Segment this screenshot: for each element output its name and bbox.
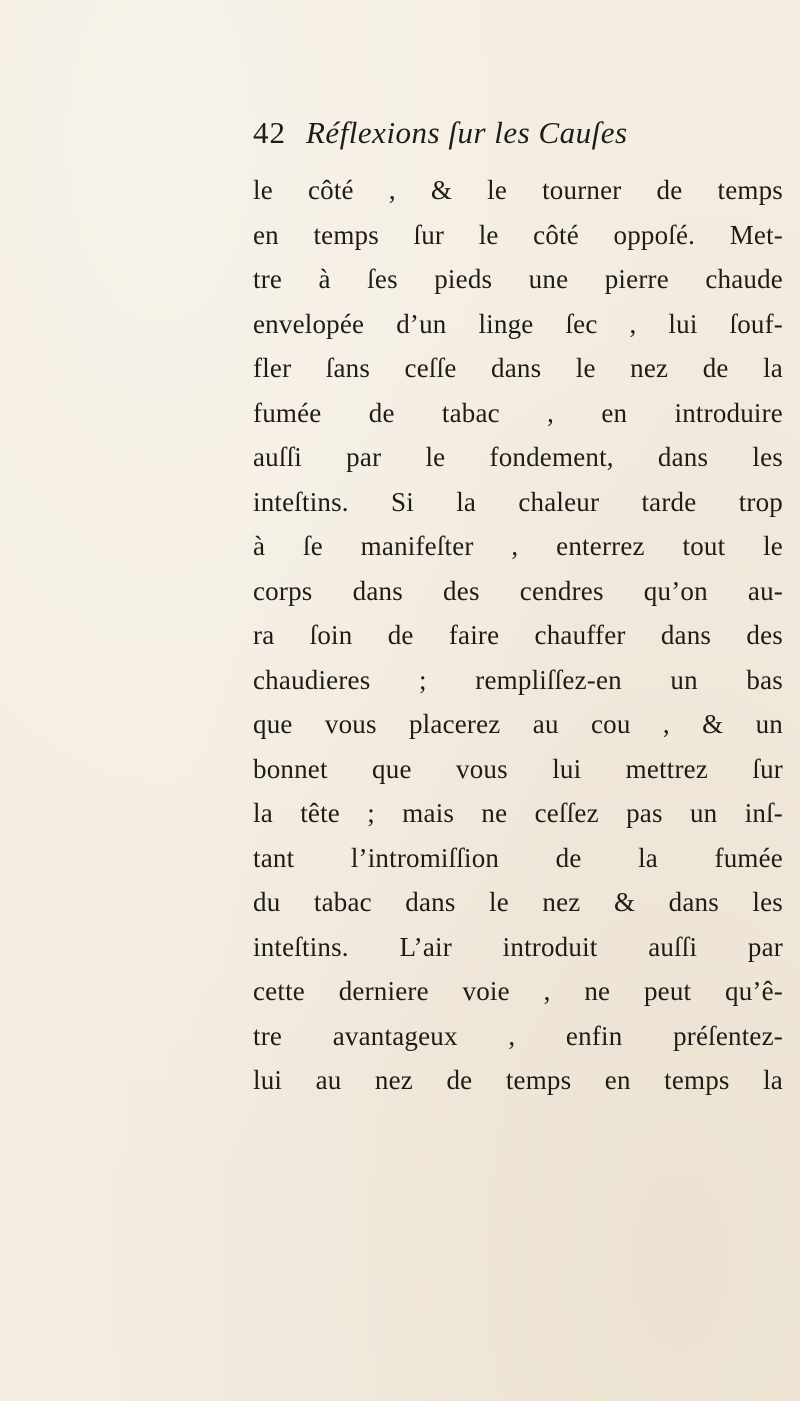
text-line: envelopée d’un linge ſec , lui ſouf-	[253, 308, 783, 339]
text-line: à ſe manifeſter , enterrez tout le	[253, 531, 783, 561]
text-line: corps dans des cendres qu’on au-	[253, 575, 783, 606]
text-line: inteſtins. L’air introduit auſſi par	[253, 931, 783, 962]
text-line: le côté , & le tourner de temps	[253, 175, 783, 205]
text-line: bonnet que vous lui mettrez ſur	[253, 753, 783, 784]
text-line: lui au nez de temps en temps la	[253, 1065, 783, 1095]
text-line: tre à ſes pieds une pierre chaude	[253, 264, 783, 294]
text-line: ra ſoin de faire chauffer dans des	[253, 620, 783, 650]
text-line: auſſi par le fondement, dans les	[253, 442, 783, 472]
text-line: en temps ſur le côté oppoſé. Met-	[253, 219, 783, 250]
text-line: tant l’intromiſſion de la fumée	[253, 842, 783, 873]
text-line: chaudieres ; rempliſſez-en un bas	[253, 664, 783, 695]
text-line: cette derniere voie , ne peut qu’ê-	[253, 976, 783, 1006]
text-line: inteſtins. Si la chaleur tarde trop	[253, 486, 783, 517]
running-title: Réflexions ſur les Cauſes	[306, 115, 628, 150]
text-line: du tabac dans le nez & dans les	[253, 887, 783, 917]
text-line: que vous placerez au cou , & un	[253, 709, 783, 739]
text-line: fumée de tabac , en introduire	[253, 397, 783, 428]
text-line: tre avantageux , enfin préſentez-	[253, 1020, 783, 1051]
page-number: 42	[253, 115, 286, 150]
running-head	[253, 115, 773, 165]
text-line: la tête ; mais ne ceſſez pas un inſ-	[253, 798, 783, 828]
body-text	[253, 168, 783, 1103]
text-line: fler ſans ceſſe dans le nez de la	[253, 353, 783, 383]
